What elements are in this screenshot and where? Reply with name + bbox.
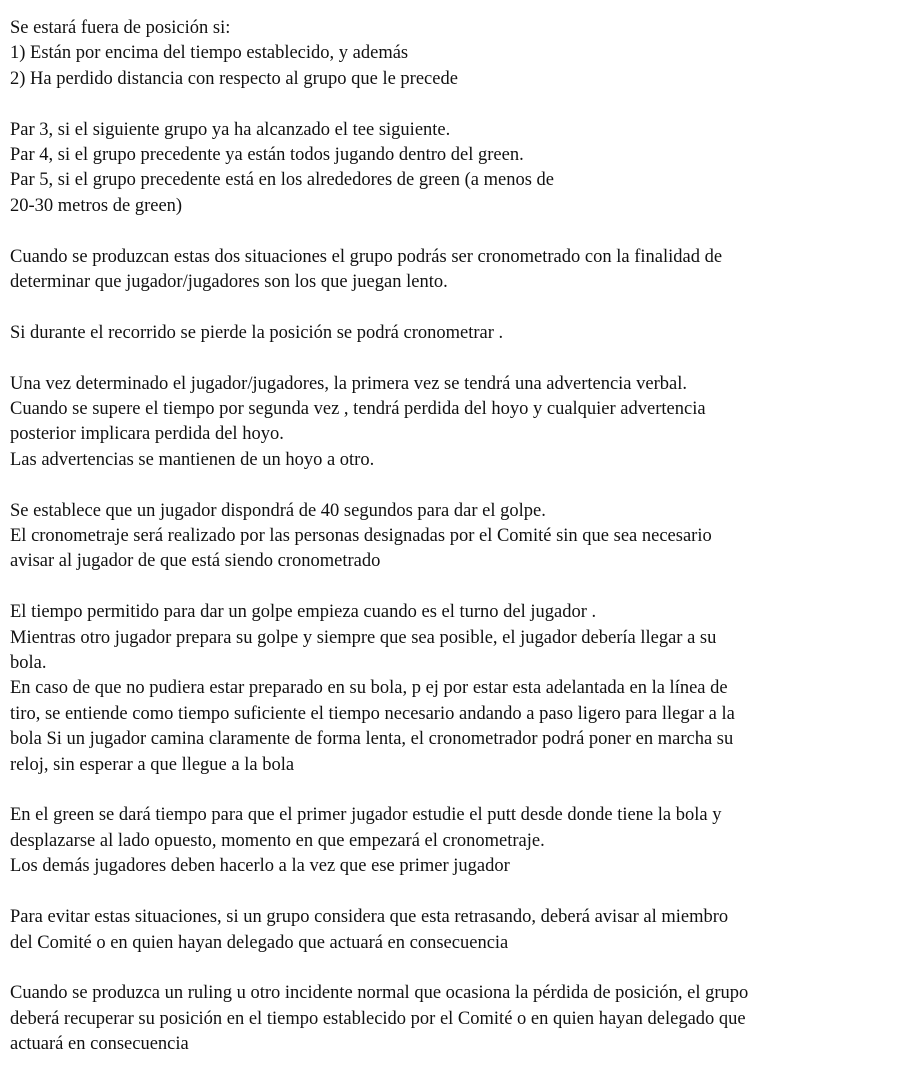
text-line: Cuando se supere el tiempo por segunda vez , tendrá perdida del hoyo y cualquier advertencia — [10, 399, 706, 420]
text-line: En el green se dará tiempo para que el primer jugador estudie el putt desde donde tiene la bola y — [10, 805, 722, 826]
text-line: Se establece que un jugador dispondrá de 40 segundos para dar el golpe. — [10, 500, 546, 521]
text-line: desplazarse al lado opuesto, momento en que empezará el cronometraje. — [10, 830, 545, 851]
text-line: avisar al jugador de que está siendo cronometrado — [10, 551, 381, 572]
text-line: Se estará fuera de posición si: — [10, 18, 231, 38]
text-line: del Comité o en quien hayan delegado que actuará en consecuencia — [10, 932, 509, 953]
paragraph — [10, 905, 899, 956]
text-line: 2) Ha perdido distancia con respecto al grupo que le precede — [10, 68, 458, 89]
text-line: El tiempo permitido para dar un golpe empieza cuando es el turno del jugador . — [10, 602, 597, 623]
text-line: actuará en consecuencia — [10, 1034, 189, 1055]
text-line: Cuando se produzca un ruling u otro incidente normal que ocasiona la pérdida de posición, el grupo — [10, 983, 749, 1004]
text-line: Mientras otro jugador prepara su golpe y siempre que sea posible, el jugador debería llegar a su — [10, 627, 717, 648]
paragraph — [10, 600, 899, 778]
text-line: Par 4, si el grupo precedente ya están todos jugando dentro del green. — [10, 145, 524, 166]
paragraph — [10, 372, 899, 474]
text-line: bola Si un jugador camina claramente de forma lenta, el cronometrador podrá poner en marcha su — [10, 729, 734, 750]
text-line: Los demás jugadores deben hacerlo a la vez que ese primer jugador — [10, 856, 510, 877]
text-line: Si durante el recorrido se pierde la posición se podrá cronometrar . — [10, 322, 504, 343]
text-line: Cuando se produzcan estas dos situaciones el grupo podrás ser cronometrado con la finalidad de — [10, 246, 723, 267]
text-line: 20-30 metros de green) — [10, 195, 183, 216]
text-line: El cronometraje será realizado por las personas designadas por el Comité sin que sea necesario — [10, 526, 712, 547]
text-line: Para evitar estas situaciones, si un grupo considera que esta retrasando, deberá avisar al miembro — [10, 907, 729, 928]
text-line: Par 3, si el siguiente grupo ya ha alcanzado el tee siguiente. — [10, 119, 451, 140]
paragraph — [10, 118, 899, 220]
text-line: Par 5, si el grupo precedente está en los alrededores de green (a menos de — [10, 170, 554, 191]
paragraph — [10, 803, 899, 879]
text-line: tiro, se entiende como tiempo suficiente el tiempo necesario andando a paso ligero para llegar a la — [10, 703, 735, 724]
text-line: 1) Están por encima del tiempo establecido, y además — [10, 43, 409, 64]
paragraph — [10, 499, 899, 575]
text-line: Una vez determinado el jugador/jugadores, la primera vez se tendrá una advertencia verbal. — [10, 373, 687, 394]
text-line: posterior implicara perdida del hoyo. — [10, 424, 284, 445]
paragraph — [10, 321, 899, 346]
text-line: bola. — [10, 653, 47, 674]
paragraph — [10, 981, 899, 1057]
text-line: En caso de que no pudiera estar preparado en su bola, p ej por estar esta adelantada en la línea de — [10, 678, 728, 699]
text-line: Las advertencias se mantienen de un hoyo a otro. — [10, 449, 375, 470]
paragraph — [10, 16, 899, 92]
text-line: deberá recuperar su posición en el tiempo establecido por el Comité o en quien hayan delegado que — [10, 1008, 746, 1029]
text-line: determinar que jugador/jugadores son los que juegan lento. — [10, 272, 448, 293]
text-line: reloj, sin esperar a que llegue a la bola — [10, 754, 295, 775]
paragraph — [10, 245, 899, 296]
